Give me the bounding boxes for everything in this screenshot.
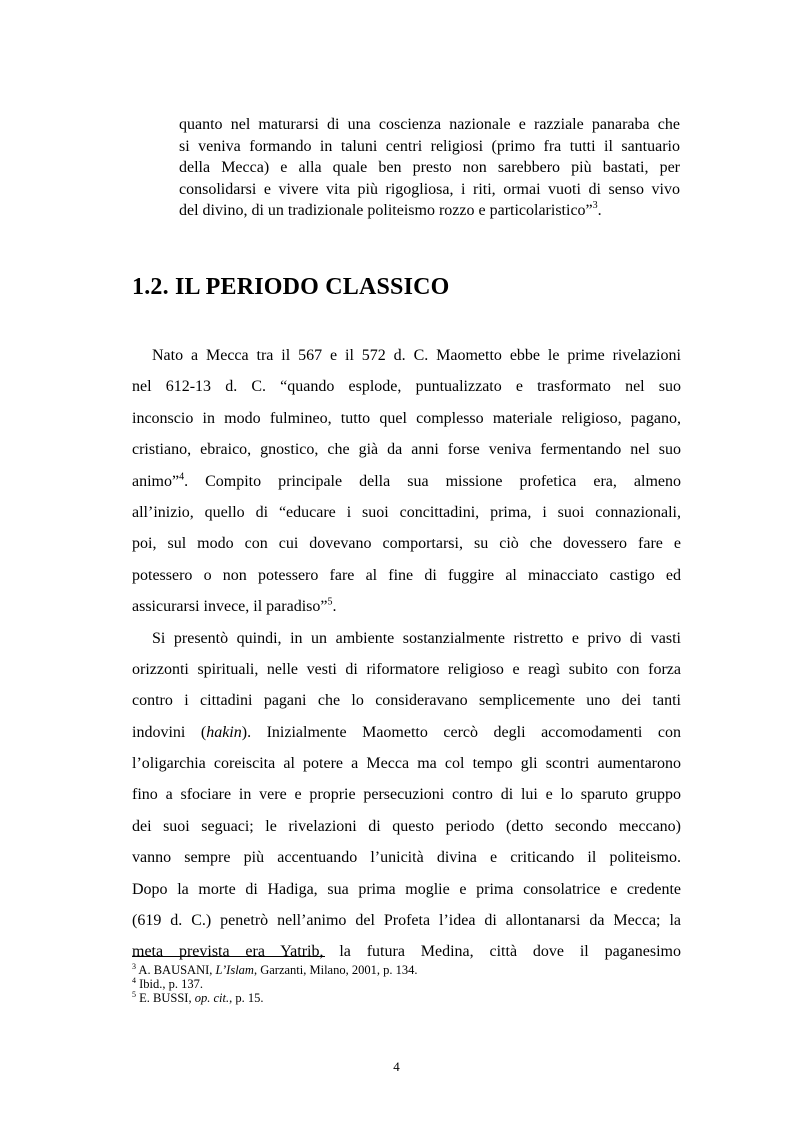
footnote-separator: [132, 956, 325, 957]
footnote-text: A. BAUSANI,: [136, 963, 216, 977]
block-quote: [179, 114, 680, 222]
quote-line: si veniva formando in taluni centri religiosi (primo fra tutti il santuario: [179, 137, 680, 155]
line-text: assicurarsi invece, il paradiso”: [132, 598, 328, 616]
paragraph-2-line: (619 d. C.) penetrò nell’animo del Profeta l’idea di allontanarsi da Mecca; la: [132, 912, 681, 930]
footnote-title: L’Islam: [215, 963, 254, 977]
paragraph-1-line: [132, 591, 681, 622]
footnote-title: op. cit.: [194, 991, 230, 1005]
footnote-ref-5[interactable]: 5: [327, 596, 333, 608]
paragraph-2-line: vanno sempre più accentuando l’unicità divina e criticando il politeismo.: [132, 849, 681, 867]
quote-end: .: [597, 202, 602, 219]
footnote-ref-4[interactable]: 4: [179, 471, 185, 483]
paragraph-2-line: orizzonti spirituali, nelle vesti di riformatore religioso e reagì subito con forza: [132, 660, 681, 678]
line-text: animo”: [132, 472, 180, 490]
footnote-4: [132, 977, 632, 991]
line-text: .: [332, 598, 337, 616]
paragraph-2-line: contro i cittadini pagani che lo consideravano semplicemente uno dei tanti: [132, 692, 681, 710]
quote-line: della Mecca) e alla quale ben presto non sarebbero più bastati, per: [179, 159, 680, 176]
footnote-text: E. BUSSI,: [136, 991, 195, 1005]
paragraph-2-line: Dopo la morte di Hadiga, sua prima moglie e prima consolatrice e credente: [132, 880, 681, 898]
quote-line: quanto nel maturarsi di una coscienza nazionale e razziale panaraba che: [179, 116, 680, 133]
footnote-3: [132, 963, 632, 977]
line-text: ). Inizialmente Maometto cercò degli accomodamenti con: [241, 723, 681, 741]
quote-line: [179, 200, 680, 222]
paragraph-2-line: [132, 717, 681, 748]
footnote-text: , p. 15.: [229, 991, 264, 1005]
page-number: 4: [393, 1059, 400, 1074]
paragraph-2-line: meta prevista era Yatrib, la futura Medina, città dove il paganesimo: [132, 943, 681, 961]
quote-line: consolidarsi e vivere vita più rigogliosa, i riti, ormai vuoti di senso vivo: [179, 180, 680, 198]
body-text: [132, 340, 681, 968]
quote-text: del divino, di un tradizionale politeismo rozzo e particolaristico”: [179, 202, 593, 219]
footnote-ref-3[interactable]: 3: [592, 199, 598, 211]
line-text: indovini (: [132, 723, 207, 741]
footnote-number: 4: [132, 975, 136, 985]
paragraph-1-line: nel 612-13 d. C. “quando esplode, puntualizzato e trasformato nel suo: [132, 378, 681, 396]
footnote-text: , Garzanti, Milano, 2001, p. 134.: [253, 963, 418, 977]
paragraph-1-line: Nato a Mecca tra il 567 e il 572 d. C. Maometto ebbe le prime rivelazioni: [152, 347, 681, 364]
paragraph-2-line: Si presentò quindi, in un ambiente sostanzialmente ristretto e privo di vasti: [152, 629, 681, 647]
paragraph-2-line: fino a sfociare in vere e proprie persecuzioni contro di lui e lo sparuto gruppo: [132, 786, 681, 804]
paragraph-2-line: dei suoi seguaci; le rivelazioni di questo periodo (detto secondo meccano): [132, 817, 681, 835]
paragraph-1-line: inconscio in modo fulmineo, tutto quel complesso materiale religioso, pagano,: [132, 409, 681, 427]
paragraph-2-line: l’oligarchia coreiscita al potere a Mecca ma col tempo gli scontri aumentarono: [132, 755, 681, 773]
paragraph-1-line: potessero o non potessero fare al fine di fuggire al minacciato castigo ed: [132, 566, 681, 584]
paragraph-1-line: [132, 466, 681, 497]
section-heading: 1.2. IL PERIODO CLASSICO: [132, 274, 450, 300]
footnote-number: 3: [132, 961, 136, 971]
paragraph-1-line: poi, sul modo con cui dovevano comportarsi, su ciò che dovessero fare e: [132, 535, 681, 553]
footnotes: [132, 963, 632, 1005]
paragraph-1-line: cristiano, ebraico, gnostico, che già da anni forse veniva fermentando nel suo: [132, 441, 681, 459]
line-text: . Compito principale della sua missione profetica era, almeno: [184, 472, 681, 490]
footnote-text: Ibid., p. 137.: [136, 977, 204, 991]
italic-term: hakin: [206, 723, 242, 741]
footnote-number: 5: [132, 989, 136, 999]
paragraph-1-line: all’inizio, quello di “educare i suoi concittadini, prima, i suoi connazionali,: [132, 503, 681, 521]
footnote-5: [132, 991, 632, 1005]
